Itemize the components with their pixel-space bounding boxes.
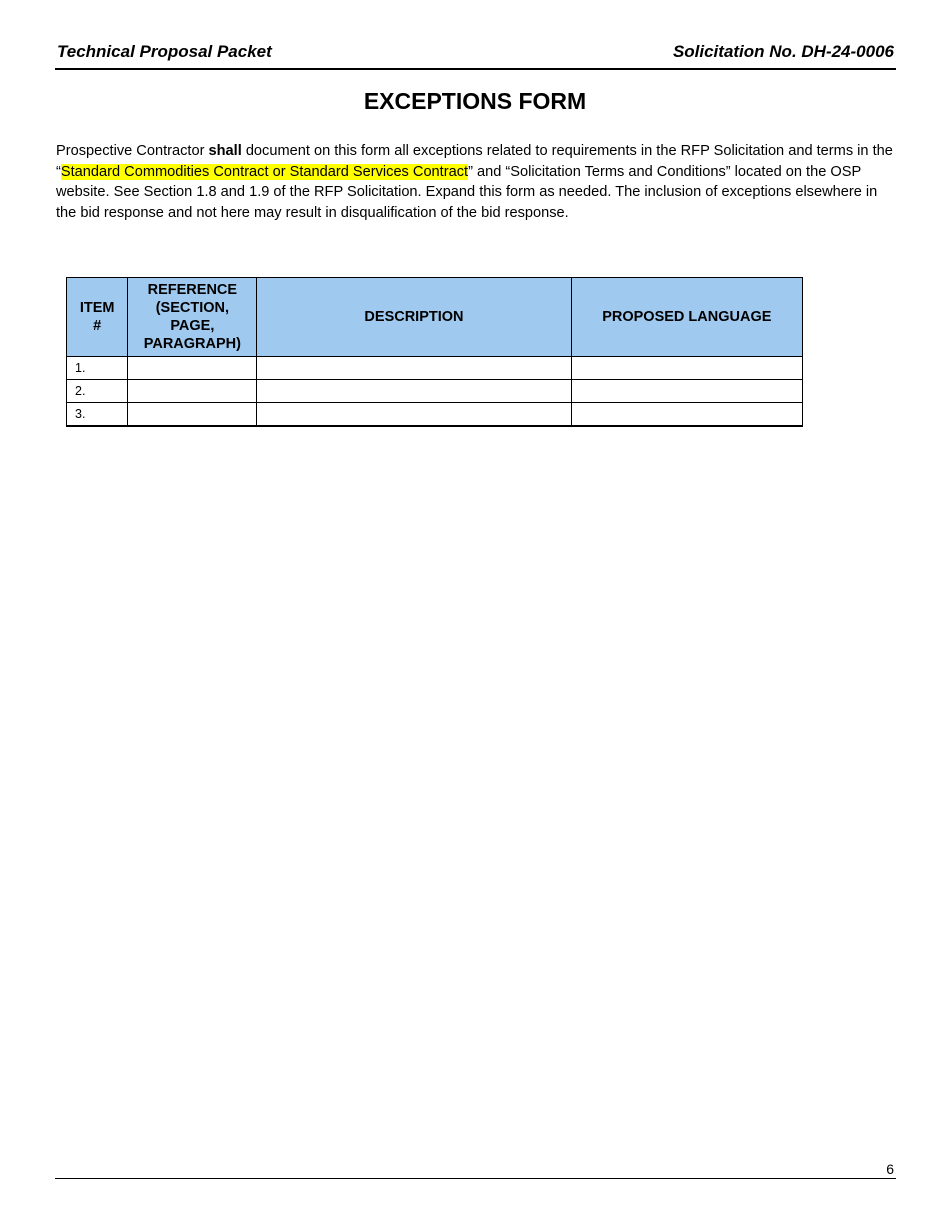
header-reference-line4: PARAGRAPH) (143, 336, 241, 352)
intro-text-3: ” and “Solicitation Terms and Conditions” located on the OSP website. See Section 1.8 and 1.9 of the RFP Solicitation. Expand this form as needed. The inclusion of exceptions elsewhere in the bid response and not here may result in disqualification of the bid response. (56, 163, 878, 221)
intro-text-1: Prospective Contractor (56, 143, 209, 159)
header-reference-line2: (SECTION, (155, 300, 230, 316)
cell-proposed-language[interactable] (571, 357, 802, 380)
cell-description[interactable] (257, 357, 571, 380)
header-reference-line3: PAGE, (170, 318, 215, 334)
cell-description[interactable] (257, 380, 571, 403)
cell-description[interactable] (257, 403, 571, 427)
header-reference-line1: REFERENCE (147, 282, 238, 298)
table-row (67, 403, 803, 427)
intro-text-2: document on this form all exceptions related to requirements in the RFP Solicitation and terms in the “ (56, 143, 893, 180)
header-solicitation-number: Solicitation No. DH-24-0006 (672, 42, 894, 61)
page-number: 6 (886, 1161, 894, 1177)
cell-item-number: 3. (67, 403, 128, 427)
exceptions-table (66, 277, 803, 427)
header-description: DESCRIPTION (257, 278, 571, 357)
cell-reference[interactable] (128, 403, 257, 427)
header-document-title: Technical Proposal Packet (57, 42, 272, 61)
intro-paragraph (56, 141, 896, 223)
table-header-row (67, 278, 803, 357)
cell-reference[interactable] (128, 380, 257, 403)
intro-highlighted-contract-name: Standard Commodities Contract or Standard Services Contract (60, 163, 469, 180)
table-row (67, 380, 803, 403)
page-footer (55, 1162, 896, 1179)
header-item-number (67, 278, 128, 357)
cell-item-number: 2. (67, 380, 128, 403)
page-header (55, 42, 896, 70)
form-title: EXCEPTIONS FORM (363, 88, 587, 114)
intro-bold-shall: shall (208, 143, 242, 159)
table-row (67, 357, 803, 380)
cell-proposed-language[interactable] (571, 380, 802, 403)
header-item-line2: # (93, 318, 102, 334)
header-item-line1: ITEM (79, 300, 115, 316)
header-proposed-language: PROPOSED LANGUAGE (571, 278, 802, 357)
cell-reference[interactable] (128, 357, 257, 380)
cell-proposed-language[interactable] (571, 403, 802, 427)
cell-item-number: 1. (67, 357, 128, 380)
header-reference (128, 278, 257, 357)
